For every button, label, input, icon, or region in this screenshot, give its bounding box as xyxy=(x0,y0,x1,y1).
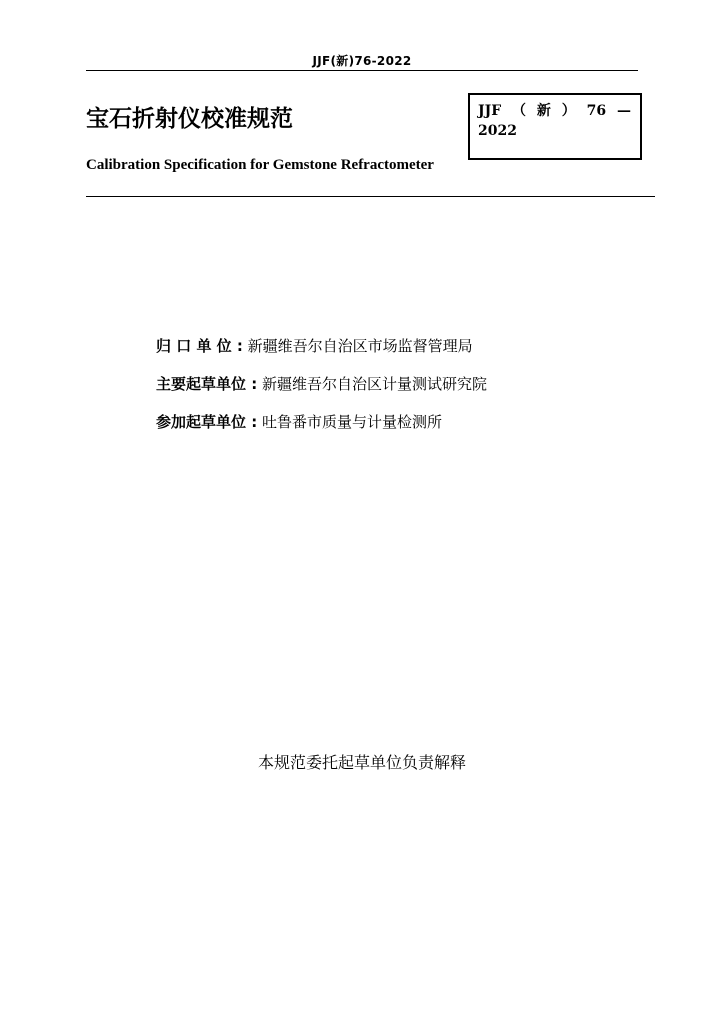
unit-row-responsible xyxy=(156,334,487,372)
unit-label: 归 口 单 位 : xyxy=(156,337,243,355)
chinese-title: 宝石折射仪校准规范 xyxy=(86,106,293,132)
interpretation-note: 本规范委托起草单位负责解释 xyxy=(257,753,466,772)
running-header: JJF(新)76-2022 xyxy=(312,54,412,68)
english-title: Calibration Specification for Gemstone Refractometer xyxy=(86,157,434,173)
standard-code-line-1: JJF （ 新 ） 76 — xyxy=(478,103,632,119)
unit-row-participating-drafter xyxy=(156,410,487,448)
unit-value: 新疆维吾尔自治区市场监督管理局 xyxy=(247,337,473,355)
standard-code-box xyxy=(468,93,642,160)
header-rule xyxy=(86,70,638,71)
unit-label: 参加起草单位 : xyxy=(156,413,258,431)
unit-value: 新疆维吾尔自治区计量测试研究院 xyxy=(262,375,488,393)
title-rule xyxy=(86,196,655,197)
unit-label: 主要起草单位 : xyxy=(156,375,258,393)
standard-code-line-2: 2022 xyxy=(478,123,517,139)
unit-value: 吐鲁番市质量与计量检测所 xyxy=(262,413,443,431)
unit-row-main-drafter xyxy=(156,372,487,410)
drafting-units xyxy=(156,334,487,448)
